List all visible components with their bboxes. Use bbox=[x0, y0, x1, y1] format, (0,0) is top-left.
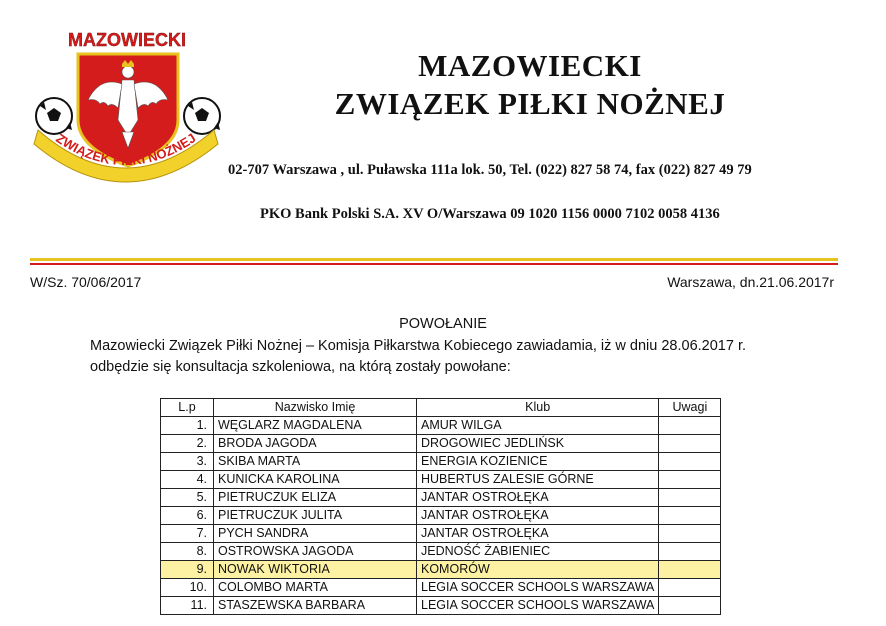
cell-lp: 2. bbox=[161, 435, 214, 453]
table-row bbox=[161, 543, 721, 561]
cell-notes bbox=[659, 507, 721, 525]
cell-club: JANTAR OSTROŁĘKA bbox=[417, 525, 659, 543]
cell-club: HUBERTUS ZALESIE GÓRNE bbox=[417, 471, 659, 489]
cell-lp: 4. bbox=[161, 471, 214, 489]
header-rule-yellow bbox=[30, 258, 838, 261]
cell-notes bbox=[659, 579, 721, 597]
cell-name: SKIBA MARTA bbox=[214, 453, 417, 471]
cell-notes bbox=[659, 597, 721, 615]
letter-line-1: Mazowiecki Związek Piłki Nożnej – Komisja Piłkarstwa Kobiecego zawiadamia, iż w dniu 28.06.2017 r. bbox=[90, 338, 747, 354]
cell-name: PIETRUCZUK JULITA bbox=[214, 507, 417, 525]
cell-club: JEDNOŚĆ ŻABIENIEC bbox=[417, 543, 659, 561]
cell-lp: 8. bbox=[161, 543, 214, 561]
cell-club: JANTAR OSTROŁĘKA bbox=[417, 489, 659, 507]
cell-notes bbox=[659, 561, 721, 579]
football-icon-left bbox=[36, 98, 72, 134]
cell-notes bbox=[659, 453, 721, 471]
cell-name: PIETRUCZUK ELIZA bbox=[214, 489, 417, 507]
cell-name: NOWAK WIKTORIA bbox=[214, 561, 417, 579]
document-heading: POWOŁANIE bbox=[399, 316, 487, 332]
cell-lp: 6. bbox=[161, 507, 214, 525]
cell-notes bbox=[659, 543, 721, 561]
table-row bbox=[161, 489, 721, 507]
cell-lp: 5. bbox=[161, 489, 214, 507]
cell-club: DROGOWIEC JEDLIŃSK bbox=[417, 435, 659, 453]
table-row bbox=[161, 597, 721, 615]
cell-notes bbox=[659, 489, 721, 507]
letter-line-2: odbędzie się konsultacja szkoleniowa, na którą zostały powołane: bbox=[90, 359, 511, 375]
cell-name: COLOMBO MARTA bbox=[214, 579, 417, 597]
header-lp: L.p bbox=[161, 399, 214, 417]
reference-number: W/Sz. 70/06/2017 bbox=[30, 274, 142, 290]
logo-top-text: MAZOWIECKI bbox=[68, 30, 186, 50]
bank-account: PKO Bank Polski S.A. XV O/Warszawa 09 1020 1156 0000 7102 0058 4136 bbox=[260, 206, 720, 222]
header-name: Nazwisko Imię bbox=[214, 399, 417, 417]
cell-notes bbox=[659, 435, 721, 453]
header-club: Klub bbox=[417, 399, 659, 417]
players-table bbox=[160, 398, 721, 615]
cell-lp: 11. bbox=[161, 597, 214, 615]
mzpn-logo bbox=[30, 20, 225, 210]
cell-lp: 3. bbox=[161, 453, 214, 471]
cell-club: AMUR WILGA bbox=[417, 417, 659, 435]
cell-name: KUNICKA KAROLINA bbox=[214, 471, 417, 489]
cell-name: PYCH SANDRA bbox=[214, 525, 417, 543]
table-row bbox=[161, 417, 721, 435]
cell-lp: 7. bbox=[161, 525, 214, 543]
cell-lp: 9. bbox=[161, 561, 214, 579]
cell-name: OSTROWSKA JAGODA bbox=[214, 543, 417, 561]
cell-name: WĘGLARZ MAGDALENA bbox=[214, 417, 417, 435]
cell-club: LEGIA SOCCER SCHOOLS WARSZAWA bbox=[417, 579, 659, 597]
org-address: 02-707 Warszawa , ul. Puławska 111a lok. 50, Tel. (022) 827 58 74, fax (022) 827 49 79 bbox=[228, 162, 752, 178]
cell-notes bbox=[659, 417, 721, 435]
cell-club: JANTAR OSTROŁĘKA bbox=[417, 507, 659, 525]
logo-ribbon-text: ZWIĄZEK PIŁKI NOŻNEJ bbox=[53, 130, 199, 169]
table-row bbox=[161, 561, 721, 579]
table-row bbox=[161, 435, 721, 453]
table-row bbox=[161, 507, 721, 525]
cell-notes bbox=[659, 525, 721, 543]
org-title-line1: MAZOWIECKI bbox=[418, 48, 642, 83]
table-row bbox=[161, 579, 721, 597]
cell-notes bbox=[659, 471, 721, 489]
cell-club: LEGIA SOCCER SCHOOLS WARSZAWA bbox=[417, 597, 659, 615]
table-row bbox=[161, 471, 721, 489]
cell-lp: 10. bbox=[161, 579, 214, 597]
header-rule-red bbox=[30, 263, 838, 265]
place-date: Warszawa, dn.21.06.2017r bbox=[667, 274, 834, 290]
table-header-row bbox=[161, 399, 721, 417]
table-row bbox=[161, 525, 721, 543]
cell-name: STASZEWSKA BARBARA bbox=[214, 597, 417, 615]
cell-club: KOMORÓW bbox=[417, 561, 659, 579]
football-icon-right bbox=[184, 98, 220, 134]
cell-name: BRODA JAGODA bbox=[214, 435, 417, 453]
org-title-line2: ZWIĄZEK PIŁKI NOŻNEJ bbox=[334, 86, 726, 121]
cell-lp: 1. bbox=[161, 417, 214, 435]
table-row bbox=[161, 453, 721, 471]
header-notes: Uwagi bbox=[659, 399, 721, 417]
cell-club: ENERGIA KOZIENICE bbox=[417, 453, 659, 471]
